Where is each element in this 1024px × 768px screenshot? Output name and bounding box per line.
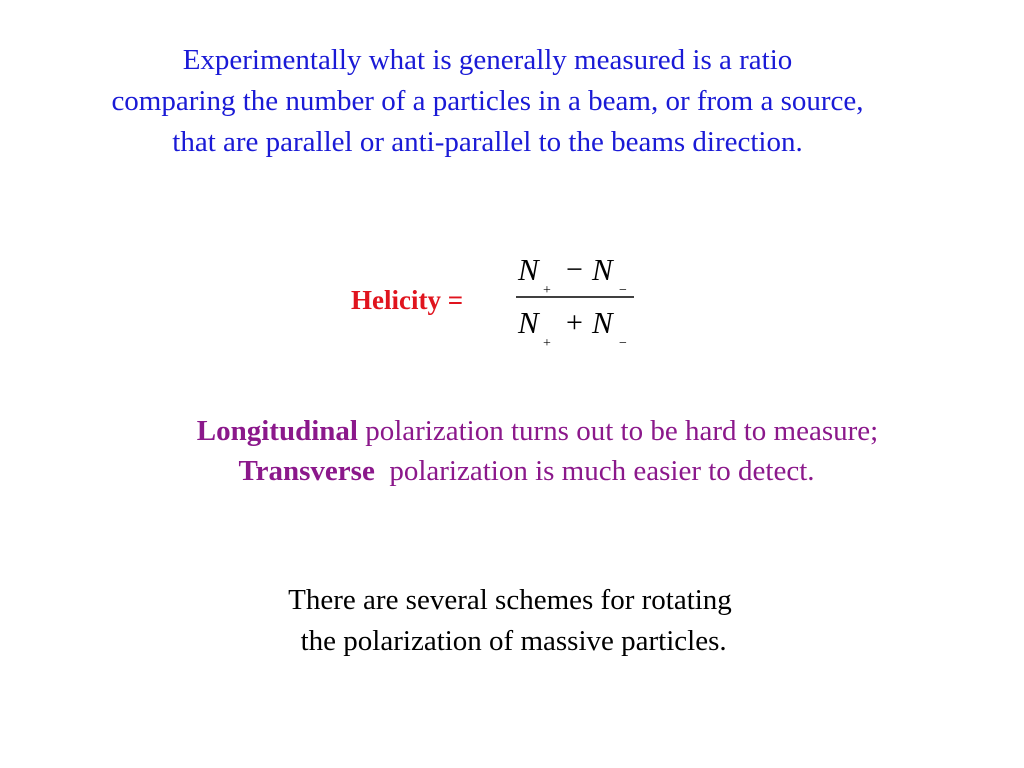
- closing-line-1: There are several schemes for rotating: [288, 584, 732, 616]
- numerator-operator: −: [566, 253, 583, 286]
- numerator-right-sub: −: [619, 283, 627, 298]
- numerator-right-var: N: [592, 252, 613, 287]
- numerator-left-sub: +: [543, 283, 551, 298]
- longitudinal-term: Longitudinal: [196, 415, 358, 447]
- intro-line-3: that are parallel or anti-parallel to the beams direction.: [172, 126, 803, 158]
- polarization-line-2-text: polarization is much easier to detect.: [374, 455, 815, 487]
- polarization-line-2: [0, 451, 1024, 491]
- polarization-line-1-text: polarization turns out to be hard to measure;: [357, 415, 879, 447]
- closing-paragraph: [0, 580, 1020, 662]
- polarization-line-1: [0, 411, 1024, 451]
- denominator-operator: +: [566, 306, 583, 339]
- denominator-right-sub: −: [619, 336, 627, 351]
- numerator-left-var: N: [518, 252, 539, 287]
- polarization-paragraph: [0, 411, 1024, 491]
- helicity-label: Helicity =: [351, 285, 464, 315]
- intro-line-1: Experimentally what is generally measured is a ratio: [182, 44, 793, 76]
- denominator-right-var: N: [592, 305, 613, 340]
- denominator-left-sub: +: [543, 336, 551, 351]
- intro-line-2: comparing the number of a particles in a beam, or from a source,: [111, 85, 864, 117]
- denominator-left-var: N: [518, 305, 539, 340]
- closing-line-2: the polarization of massive particles.: [293, 625, 727, 657]
- transverse-term: Transverse: [238, 455, 375, 487]
